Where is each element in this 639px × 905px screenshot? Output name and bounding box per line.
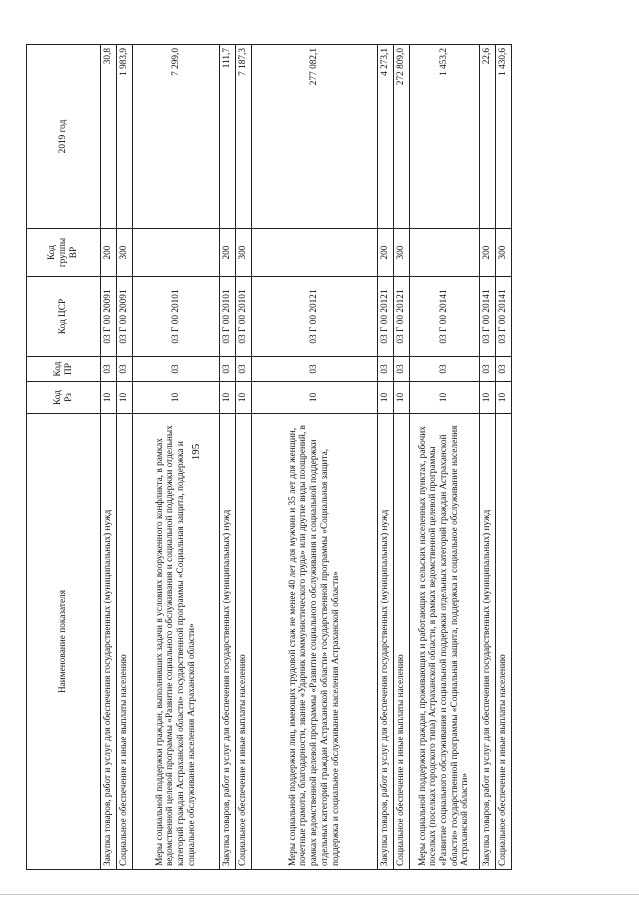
- header-vr: Код группы ВР: [27, 229, 101, 277]
- row-rz: 10: [409, 382, 479, 414]
- row-rz: 10: [393, 382, 409, 414]
- row-vr: 300: [116, 229, 132, 277]
- row-vr: 200: [101, 229, 117, 277]
- row-rz: 10: [132, 382, 219, 414]
- row-rz: 10: [101, 382, 117, 414]
- row-pr: 03: [480, 357, 496, 382]
- page-divider: [0, 894, 639, 895]
- row-csr: 03 Г 00 20091: [116, 277, 132, 357]
- table-header-row: [27, 45, 101, 870]
- row-csr: 03 Г 00 20141: [495, 277, 511, 357]
- row-amount: 1 453,2: [409, 45, 479, 229]
- row-rz: 10: [236, 382, 252, 414]
- row-name: Меры социальной поддержки лиц, имеющих трудовой стаж не менее 40 лет для мужчин и 35 лет для женщин, почетные грамоты, благодарности, звание «Ударник коммунистического труда» или другие виды поощрений, в рамках ведомственной целевой программы «Развитие социального обслуживания и социальной поддержки отдельных категорий граждан Астраханской области» государственной программы «Социальная защита, поддержка и социальное обслуживание населения Астраханской области»: [252, 414, 378, 870]
- row-pr: 03: [495, 357, 511, 382]
- row-amount: 1 430,6: [495, 45, 511, 229]
- row-amount: 1 983,9: [116, 45, 132, 229]
- row-name: Закупка товаров, работ и услуг для обеспечения государственных (муниципальных) нужд: [101, 414, 117, 870]
- budget-table-container: [26, 45, 512, 870]
- row-csr: 03 Г 00 20101: [236, 277, 252, 357]
- row-pr: 03: [116, 357, 132, 382]
- row-amount: 22,6: [480, 45, 496, 229]
- row-csr: 03 Г 00 20101: [220, 277, 236, 357]
- row-rz: 10: [495, 382, 511, 414]
- table-row: [480, 45, 496, 870]
- row-name: Меры социальной поддержки граждан, проживающих и работающих в сельских населенных пунктах, рабочих поселках (поселках городского типа) Астраханской области, в рамках ведомственной целевой программы «Развитие социального обслуживания и социальной поддержки отдельных категорий граждан Астраханской области» государственной программы «Социальная защита, поддержка и социальное обслуживание населения Астраханской области»: [409, 414, 479, 870]
- row-pr: 03: [132, 357, 219, 382]
- table-row: [101, 45, 117, 870]
- row-rz: 10: [252, 382, 378, 414]
- row-name: Социальное обеспечение и иные выплаты населению: [495, 414, 511, 870]
- header-rz: Код Рз: [27, 382, 101, 414]
- row-csr: 03 Г 00 20091: [101, 277, 117, 357]
- header-name: Наименование показателя: [27, 414, 101, 870]
- row-name: Социальное обеспечение и иные выплаты населению: [236, 414, 252, 870]
- table-row: [252, 45, 378, 870]
- row-name: Закупка товаров, работ и услуг для обеспечения государственных (муниципальных) нужд: [480, 414, 496, 870]
- row-vr: 200: [480, 229, 496, 277]
- row-amount: 4 273,1: [377, 45, 393, 229]
- row-rz: 10: [480, 382, 496, 414]
- row-name: Закупка товаров, работ и услуг для обеспечения государственных (муниципальных) нужд: [377, 414, 393, 870]
- row-csr: 03 Г 00 20101: [132, 277, 219, 357]
- row-name: Закупка товаров, работ и услуг для обеспечения государственных (муниципальных) нужд: [220, 414, 236, 870]
- row-vr: [252, 229, 378, 277]
- row-name: Социальное обеспечение и иные выплаты населению: [393, 414, 409, 870]
- table-row: [116, 45, 132, 870]
- row-amount: 7 299,0: [132, 45, 219, 229]
- row-vr: 300: [495, 229, 511, 277]
- row-csr: 03 Г 00 20121: [252, 277, 378, 357]
- row-vr: [409, 229, 479, 277]
- row-rz: 10: [220, 382, 236, 414]
- row-vr: 300: [393, 229, 409, 277]
- row-vr: [132, 229, 219, 277]
- row-csr: 03 Г 00 20121: [377, 277, 393, 357]
- budget-table: [26, 44, 512, 870]
- row-pr: 03: [101, 357, 117, 382]
- row-amount: 277 082,1: [252, 45, 378, 229]
- row-amount: 7 187,3: [236, 45, 252, 229]
- table-row: [132, 45, 219, 870]
- row-csr: 03 Г 00 20121: [393, 277, 409, 357]
- row-amount: 111,7: [220, 45, 236, 229]
- row-vr: 200: [377, 229, 393, 277]
- header-csr: Код ЦСР: [27, 277, 101, 357]
- row-vr: 200: [220, 229, 236, 277]
- row-pr: 03: [393, 357, 409, 382]
- row-csr: 03 Г 00 20141: [409, 277, 479, 357]
- table-row: [495, 45, 511, 870]
- table-row: [393, 45, 409, 870]
- row-pr: 03: [252, 357, 378, 382]
- table-row: [377, 45, 393, 870]
- table-row: [236, 45, 252, 870]
- row-amount: 272 809,0: [393, 45, 409, 229]
- table-row: [409, 45, 479, 870]
- header-year: 2019 год: [27, 45, 101, 229]
- row-pr: 03: [409, 357, 479, 382]
- table-row: [220, 45, 236, 870]
- row-rz: 10: [116, 382, 132, 414]
- row-pr: 03: [377, 357, 393, 382]
- row-csr: 03 Г 00 20141: [480, 277, 496, 357]
- row-vr: 300: [236, 229, 252, 277]
- row-amount: 30,8: [101, 45, 117, 229]
- row-pr: 03: [220, 357, 236, 382]
- header-pr: Код ПР: [27, 357, 101, 382]
- row-rz: 10: [377, 382, 393, 414]
- row-pr: 03: [236, 357, 252, 382]
- page-number: 195: [190, 443, 202, 461]
- row-name: Социальное обеспечение и иные выплаты населению: [116, 414, 132, 870]
- row-name: Меры социальной поддержки граждан, выполнявших задачи в условиях вооруженного конфликта, в рамках ведомственной целевой программы «Развитие социального обслуживания и социальной поддержки отдельных категорий граждан Астраханской области» государственной программы «Социальная защита, поддержка и социальное обслуживание населения Астраханской области»: [132, 414, 219, 870]
